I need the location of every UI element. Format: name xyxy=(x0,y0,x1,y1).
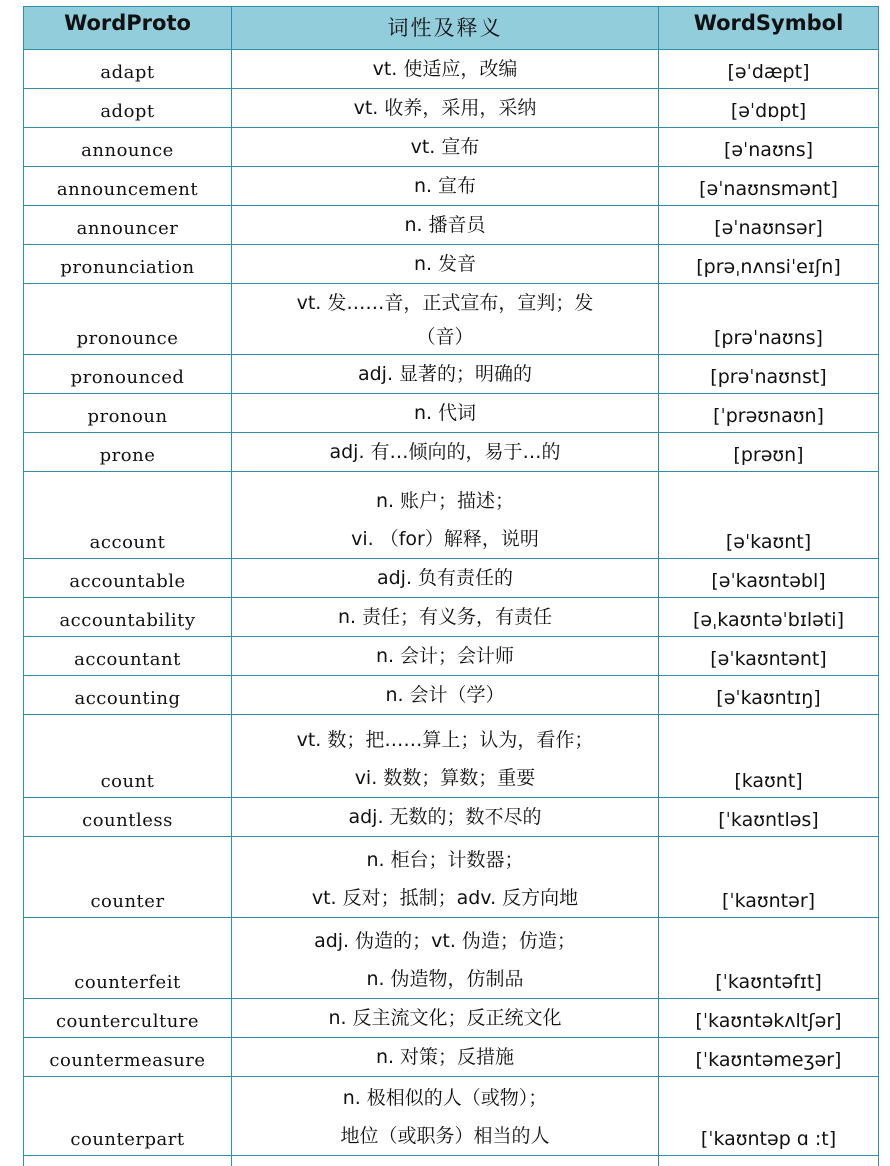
table-row xyxy=(24,837,879,918)
definition-cell xyxy=(232,598,659,637)
phonetic-cell: [ˈprəʊnaʊn] xyxy=(659,394,879,433)
definition-line: n. 柜台；计数器； xyxy=(236,841,654,879)
phonetic-cell: [ˈkaʊntəkʌltʃər] xyxy=(659,999,879,1038)
phonetic-cell: [prəʊn] xyxy=(659,433,879,472)
definition-line: adj. 无数的；数不尽的 xyxy=(236,798,654,836)
empty-cell xyxy=(24,1156,232,1166)
word-cell: announcement xyxy=(24,167,232,206)
definition-line: n. 播音员 xyxy=(236,206,654,244)
phonetic-cell: [prəˈnaʊnst] xyxy=(659,355,879,394)
definition-line: n. 责任；有义务，有责任 xyxy=(236,598,654,636)
word-cell: accounting xyxy=(24,676,232,715)
definition-cell xyxy=(232,999,659,1038)
definition-cell xyxy=(232,918,659,999)
definition-cell xyxy=(232,433,659,472)
definition-line: n. 宣布 xyxy=(236,167,654,205)
definition-cell xyxy=(232,355,659,394)
table-row xyxy=(24,284,879,355)
definition-cell xyxy=(232,676,659,715)
phonetic-cell: [əˈdæpt] xyxy=(659,50,879,89)
definition-cell xyxy=(232,715,659,798)
word-cell: pronounced xyxy=(24,355,232,394)
table-row xyxy=(24,128,879,167)
definition-line: vi. （for）解释，说明 xyxy=(236,520,654,558)
definition-line: vt. 使适应，改编 xyxy=(236,50,654,88)
header-pos: 词性及释义 xyxy=(232,7,659,50)
table-row xyxy=(24,999,879,1038)
definition-line: n. 代词 xyxy=(236,394,654,432)
phonetic-cell: [əˈnaʊnsmənt] xyxy=(659,167,879,206)
table-row xyxy=(24,394,879,433)
phonetic-cell: [ˈkaʊntləs] xyxy=(659,798,879,837)
definition-line: adj. 伪造的；vt. 伪造；仿造； xyxy=(236,922,654,960)
table-row xyxy=(24,559,879,598)
table-row xyxy=(24,676,879,715)
definition-cell xyxy=(232,89,659,128)
word-cell: counterpart xyxy=(24,1077,232,1156)
definition-cell xyxy=(232,394,659,433)
definition-line: vt. 数；把……算上；认为，看作； xyxy=(236,721,654,759)
word-cell: pronoun xyxy=(24,394,232,433)
word-cell: announcer xyxy=(24,206,232,245)
table-row xyxy=(24,637,879,676)
definition-line: n. 账户；描述； xyxy=(236,482,654,520)
phonetic-cell: [əˈkaʊntənt] xyxy=(659,637,879,676)
header-word: WordProto xyxy=(24,7,232,50)
phonetic-cell: [ˈkaʊntəfɪt] xyxy=(659,918,879,999)
definition-cell xyxy=(232,472,659,559)
header-row xyxy=(24,7,879,50)
definition-line: 地位（或职务）相当的人 xyxy=(236,1117,654,1155)
phonetic-cell: [əˈnaʊnsər] xyxy=(659,206,879,245)
definition-cell xyxy=(232,798,659,837)
word-cell: count xyxy=(24,715,232,798)
definition-cell xyxy=(232,128,659,167)
definition-line: vt. 收养，采用，采纳 xyxy=(236,89,654,127)
definition-line: vt. 宣布 xyxy=(236,128,654,166)
table-row xyxy=(24,472,879,559)
definition-cell xyxy=(232,245,659,284)
table-row xyxy=(24,715,879,798)
table-row xyxy=(24,1038,879,1077)
word-cell: countless xyxy=(24,798,232,837)
phonetic-cell: [ˈkaʊntər] xyxy=(659,837,879,918)
phonetic-cell: [ˈkaʊntəp ɑ :t] xyxy=(659,1077,879,1156)
word-cell: pronunciation xyxy=(24,245,232,284)
table-row xyxy=(24,918,879,999)
definition-line: n. 对策；反措施 xyxy=(236,1038,654,1076)
definition-line: vt. 发……音，正式宣布，宣判；发 xyxy=(236,286,654,320)
table-row xyxy=(24,50,879,89)
definition-cell xyxy=(232,206,659,245)
phonetic-cell: [əˈdɒpt] xyxy=(659,89,879,128)
definition-cell xyxy=(232,837,659,918)
word-cell: counter xyxy=(24,837,232,918)
definition-line: n. 会计（学） xyxy=(236,676,654,714)
phonetic-cell: [prəˌnʌnsiˈeɪʃn] xyxy=(659,245,879,284)
table-row xyxy=(24,355,879,394)
phonetic-cell: [əˈkaʊntɪŋ] xyxy=(659,676,879,715)
definition-line: adj. 负有责任的 xyxy=(236,559,654,597)
word-cell: pronounce xyxy=(24,284,232,355)
definition-cell xyxy=(232,559,659,598)
word-cell: accountable xyxy=(24,559,232,598)
definition-line: adj. 有…倾向的，易于…的 xyxy=(236,433,654,471)
definition-cell xyxy=(232,167,659,206)
definition-cell xyxy=(232,637,659,676)
word-cell: countermeasure xyxy=(24,1038,232,1077)
word-cell: counterculture xyxy=(24,999,232,1038)
empty-cell xyxy=(232,1156,659,1166)
definition-cell xyxy=(232,284,659,355)
table-row xyxy=(24,433,879,472)
word-cell: prone xyxy=(24,433,232,472)
phonetic-cell: [prəˈnaʊns] xyxy=(659,284,879,355)
table-row xyxy=(24,798,879,837)
word-cell: adopt xyxy=(24,89,232,128)
definition-cell xyxy=(232,1038,659,1077)
definition-line: n. 发音 xyxy=(236,245,654,283)
table-row xyxy=(24,167,879,206)
definition-line: （音） xyxy=(236,320,654,354)
word-cell: announce xyxy=(24,128,232,167)
word-cell: accountability xyxy=(24,598,232,637)
word-cell: counterfeit xyxy=(24,918,232,999)
phonetic-cell: [əˈnaʊns] xyxy=(659,128,879,167)
definition-line: vi. 数数；算数；重要 xyxy=(236,759,654,797)
phonetic-cell: [əˈkaʊntəbl] xyxy=(659,559,879,598)
definition-line: n. 伪造物，仿制品 xyxy=(236,960,654,998)
definition-cell xyxy=(232,50,659,89)
phonetic-cell: [əˌkaʊntəˈbɪləti] xyxy=(659,598,879,637)
definition-line: n. 反主流文化；反正统文化 xyxy=(236,999,654,1037)
empty-cell xyxy=(659,1156,879,1166)
definition-line: n. 极相似的人（或物）； xyxy=(236,1079,654,1117)
definition-cell xyxy=(232,1077,659,1156)
table-row xyxy=(24,245,879,284)
word-cell: adapt xyxy=(24,50,232,89)
table-row xyxy=(24,1077,879,1156)
table-row xyxy=(24,206,879,245)
header-symbol: WordSymbol xyxy=(659,7,879,50)
vocabulary-table xyxy=(23,6,879,1166)
phonetic-cell: [ˈkaʊntəmeʒər] xyxy=(659,1038,879,1077)
table-row xyxy=(24,89,879,128)
table-body xyxy=(24,50,879,1166)
definition-line: n. 会计；会计师 xyxy=(236,637,654,675)
word-cell: accountant xyxy=(24,637,232,676)
definition-line: vt. 反对；抵制；adv. 反方向地 xyxy=(236,879,654,917)
table-row xyxy=(24,598,879,637)
table-row-partial xyxy=(24,1156,879,1166)
phonetic-cell: [kaʊnt] xyxy=(659,715,879,798)
phonetic-cell: [əˈkaʊnt] xyxy=(659,472,879,559)
definition-line: adj. 显著的；明确的 xyxy=(236,355,654,393)
word-cell: account xyxy=(24,472,232,559)
